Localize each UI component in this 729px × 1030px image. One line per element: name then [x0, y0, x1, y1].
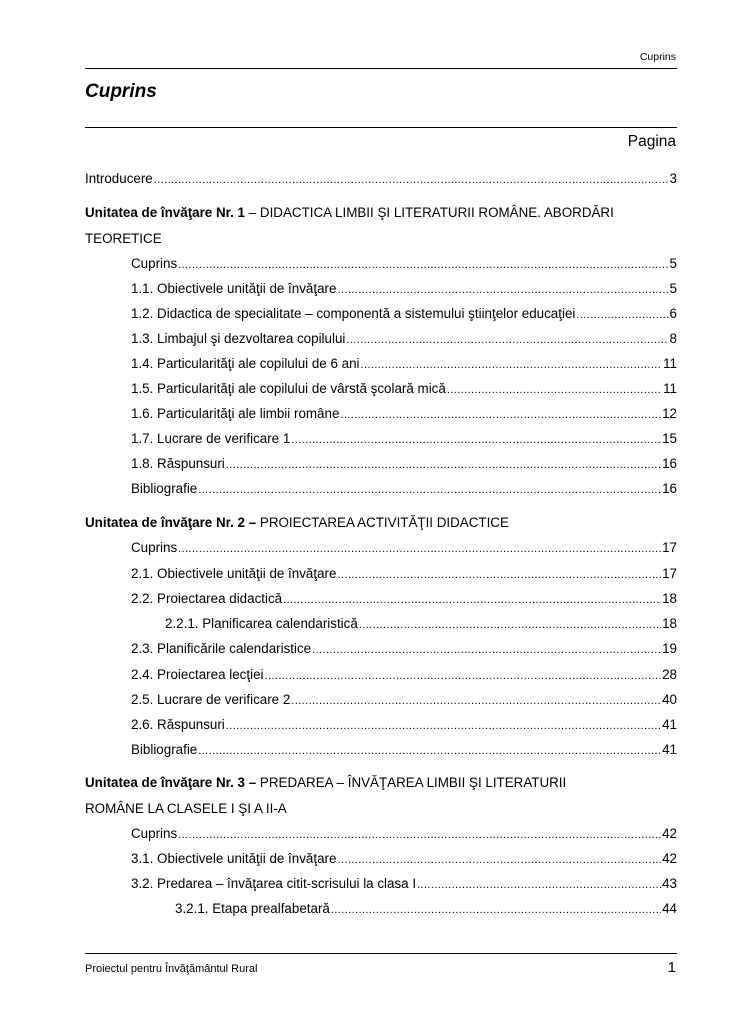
- toc-entry-page: 8: [669, 331, 677, 346]
- toc-entry[interactable]: [131, 539, 677, 557]
- toc-entry-label: 2.3. Planificările calendaristice: [131, 641, 312, 656]
- dot-leader: [576, 306, 668, 324]
- toc-entry-label: 2.5. Lucrare de verificare 2: [131, 692, 291, 707]
- dot-leader: [291, 431, 661, 449]
- dot-leader: [154, 171, 669, 189]
- unit-3-title: PREDAREA – ÎNVĂŢAREA LIMBII ŞI LITERATURII: [256, 775, 567, 790]
- dot-leader: [447, 381, 662, 399]
- unit-2-title: PROIECTAREA ACTIVITĂŢII DIDACTICE: [256, 515, 509, 530]
- toc-entry[interactable]: [131, 455, 677, 473]
- toc-entry-label: Cuprins: [131, 826, 178, 841]
- toc-entry-page: 15: [662, 431, 677, 446]
- dot-leader: [359, 616, 661, 634]
- toc-entry-label: 3.2. Predarea – învăţarea citit-scrisului la clasa I: [131, 876, 417, 891]
- dot-leader: [226, 456, 661, 474]
- footer-rule: [85, 953, 677, 954]
- page-column-label: Pagina: [627, 133, 676, 150]
- toc-entry-label: 1.7. Lucrare de verificare 1: [131, 431, 291, 446]
- toc-entry-label: 1.8. Răspunsuri: [131, 456, 225, 471]
- dot-leader: [337, 566, 661, 584]
- dot-leader: [178, 256, 668, 274]
- dot-leader: [226, 717, 661, 735]
- toc-entry[interactable]: [131, 640, 677, 658]
- page-title: Cuprins: [85, 81, 157, 102]
- toc-entry-label: 2.2. Proiectarea didactică: [131, 591, 283, 606]
- toc-entry[interactable]: [131, 305, 677, 323]
- unit-3-prefix: Unitatea de învăţare Nr. 3 –: [85, 775, 257, 790]
- toc-entry-label: 1.3. Limbajul şi dezvoltarea copilului: [131, 331, 346, 346]
- toc-subentry[interactable]: [175, 900, 677, 918]
- toc-entry-page: 5: [669, 256, 677, 271]
- toc-entry-page: 43: [662, 876, 677, 891]
- dot-leader: [340, 406, 661, 424]
- dot-leader: [178, 826, 661, 844]
- unit-3-heading[interactable]: [85, 770, 677, 822]
- unit-1-prefix: Unitatea de învăţare Nr. 1: [85, 205, 246, 220]
- page-number: 1: [667, 959, 676, 976]
- unit-1-title: – DIDACTICA LIMBII ŞI LITERATURII ROMÂNE. ABORDĂRI: [245, 205, 614, 220]
- dot-leader: [331, 901, 661, 919]
- toc-entry[interactable]: [131, 875, 677, 893]
- toc-entry[interactable]: [131, 590, 677, 608]
- dot-leader: [283, 591, 661, 609]
- toc-entry-label: Cuprins: [131, 540, 178, 555]
- dot-leader: [346, 331, 668, 349]
- footer-left: Proiectul pentru Învăţământul Rural: [85, 963, 258, 975]
- toc-entry-page: 5: [669, 281, 677, 296]
- unit-1-title-line2: TEORETICE: [85, 231, 162, 246]
- toc-entry-page: 16: [662, 481, 677, 496]
- toc-entry-label: Introducere: [85, 171, 153, 186]
- unit-1-heading[interactable]: [85, 200, 677, 252]
- toc-entry[interactable]: [131, 405, 677, 423]
- dot-leader: [417, 876, 661, 894]
- toc-entry-label: 1.1. Obiectivele unităţii de învăţare: [131, 281, 337, 296]
- toc-entry-label: 2.6. Răspunsuri: [131, 717, 225, 732]
- running-header: Cuprins: [639, 51, 676, 63]
- toc-entry-page: 11: [663, 381, 677, 396]
- unit-2-heading[interactable]: [85, 510, 677, 536]
- toc-entry-label: Bibliografie: [131, 742, 198, 757]
- toc-entry[interactable]: [131, 666, 677, 684]
- toc-entry-page: 40: [662, 692, 677, 707]
- header-rule: [85, 68, 677, 69]
- toc-entry-page: 42: [662, 826, 677, 841]
- toc-subentry[interactable]: [165, 615, 677, 633]
- toc-entry[interactable]: [131, 380, 677, 398]
- toc-entry-introducere[interactable]: [85, 170, 677, 188]
- toc-entry[interactable]: [131, 480, 677, 498]
- toc-entry-label: 1.4. Particularităţi ale copilului de 6 ani: [131, 356, 360, 371]
- unit-3-title-line2: ROMÂNE LA CLASELE I ŞI A II-A: [85, 801, 287, 816]
- toc-entry-page: 16: [662, 456, 677, 471]
- toc-entry-page: 42: [662, 851, 677, 866]
- dot-leader: [361, 356, 663, 374]
- toc-entry-page: 18: [662, 591, 677, 606]
- toc-entry-label: 1.2. Didactica de specialitate – componentă a sistemului ştiinţelor educaţiei: [131, 306, 576, 321]
- dot-leader: [291, 692, 661, 710]
- dot-leader: [337, 281, 668, 299]
- unit-2-prefix: Unitatea de învăţare Nr. 2 –: [85, 515, 257, 530]
- dot-leader: [337, 851, 661, 869]
- toc-entry-label: Cuprins: [131, 256, 178, 271]
- toc-entry-page: 44: [662, 901, 677, 916]
- toc-entry-label: 3.1. Obiectivele unităţii de învăţare: [131, 851, 337, 866]
- toc-entry-page: 28: [662, 667, 677, 682]
- dot-leader: [198, 742, 661, 760]
- toc-entry-page: 19: [662, 641, 677, 656]
- toc-entry-label: 3.2.1. Etapa prealfabetară: [175, 901, 330, 916]
- toc-entry[interactable]: [131, 850, 677, 868]
- toc-entry-page: 11: [663, 356, 677, 371]
- toc-entry[interactable]: [131, 825, 677, 843]
- toc-entry[interactable]: [131, 716, 677, 734]
- toc-entry[interactable]: [131, 565, 677, 583]
- toc-entry[interactable]: [131, 430, 677, 448]
- toc-entry-page: 3: [669, 171, 677, 186]
- dot-leader: [178, 540, 661, 558]
- toc-entry-page: 12: [662, 406, 677, 421]
- toc-entry[interactable]: [131, 255, 677, 273]
- toc-entry-page: 41: [662, 742, 677, 757]
- toc-entry-page: 6: [669, 306, 677, 321]
- toc-entry-page: 17: [662, 566, 677, 581]
- toc-entry[interactable]: [131, 330, 677, 348]
- toc-entry-page: 41: [662, 717, 677, 732]
- title-rule: [85, 127, 677, 128]
- toc-entry-label: 2.1. Obiectivele unităţii de învăţare: [131, 566, 337, 581]
- toc-entry-label: Bibliografie: [131, 481, 198, 496]
- toc-entry[interactable]: [131, 355, 677, 373]
- toc-entry-label: 1.5. Particularităţi ale copilului de vârstă şcolară mică: [131, 381, 446, 396]
- dot-leader: [265, 667, 662, 685]
- toc-entry-label: 2.4. Proiectarea lecţiei: [131, 667, 264, 682]
- toc-entry-page: 17: [662, 540, 677, 555]
- toc-entry[interactable]: [131, 280, 677, 298]
- dot-leader: [312, 641, 661, 659]
- toc-entry-page: 18: [662, 616, 677, 631]
- toc-entry-label: 2.2.1. Planificarea calendaristică: [165, 616, 358, 631]
- dot-leader: [198, 481, 661, 499]
- toc-entry[interactable]: [131, 741, 677, 759]
- toc-entry-label: 1.6. Particularităţi ale limbii române: [131, 406, 340, 421]
- toc-entry[interactable]: [131, 691, 677, 709]
